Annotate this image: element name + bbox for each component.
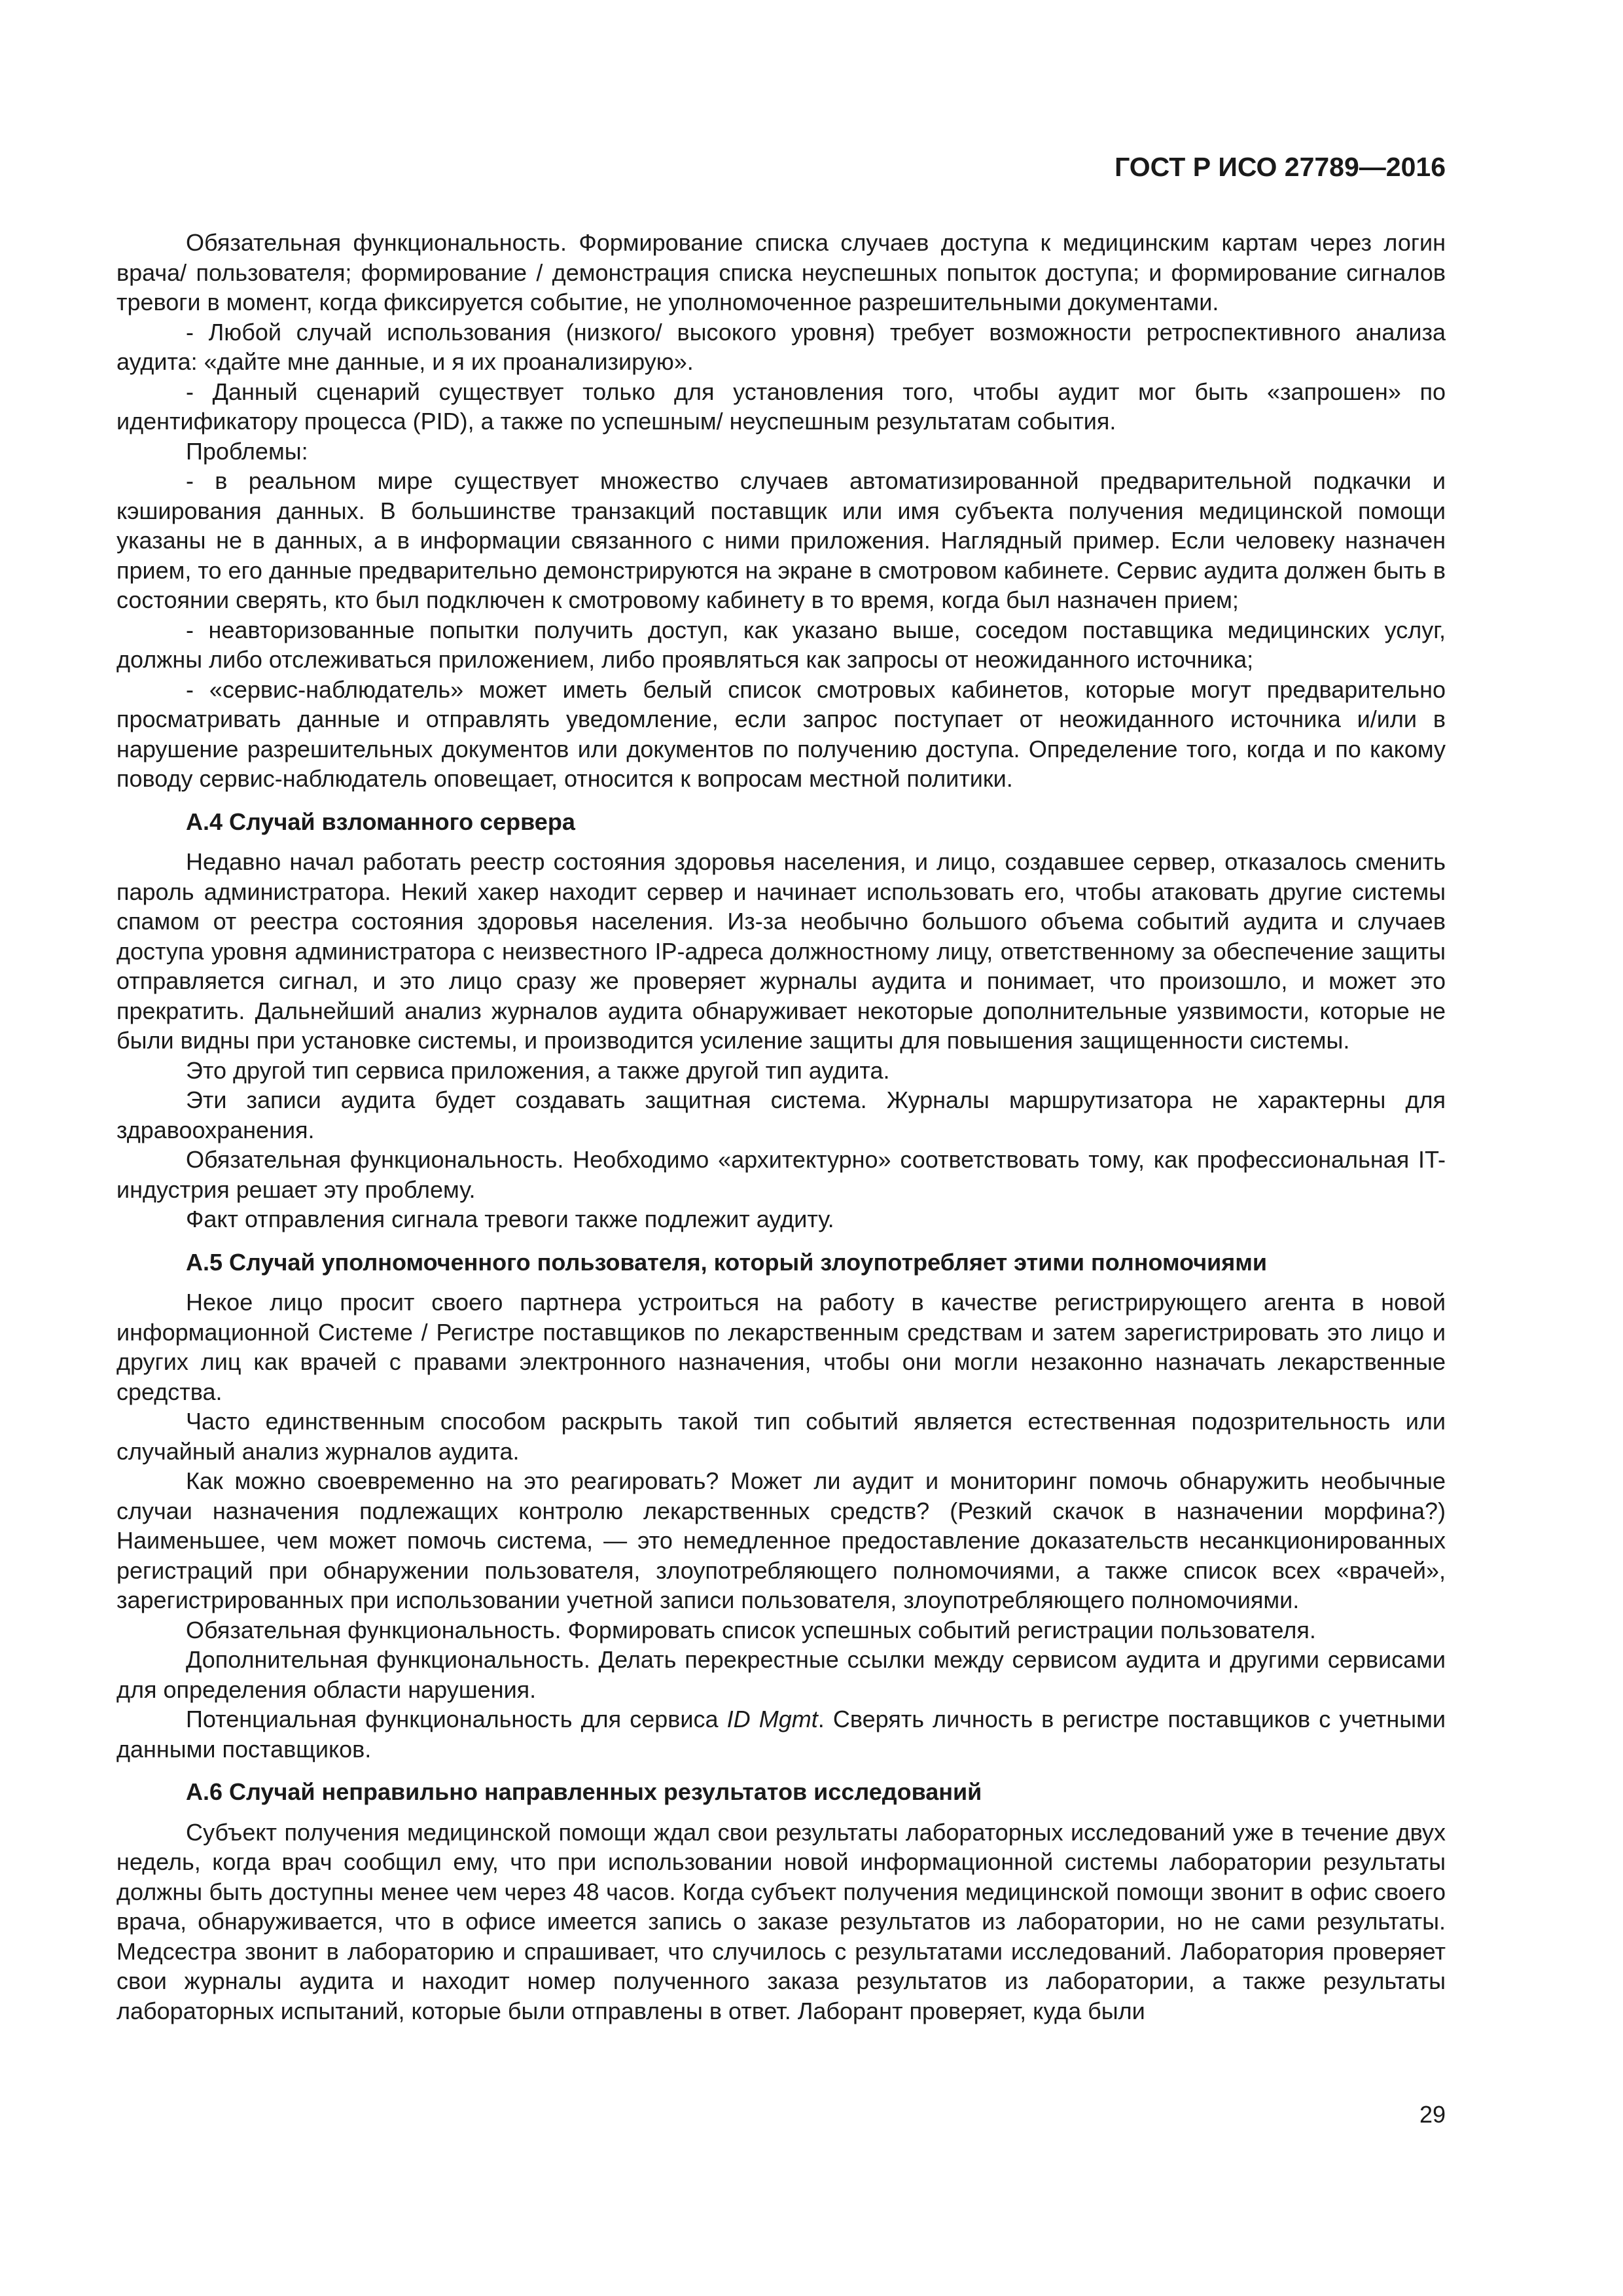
paragraph: - неавторизованные попытки получить доступ, как указано выше, соседом поставщика медицинских услуг, должны либо отслеживаться приложением, либо проявляться как запросы от неожиданного источника;: [116, 616, 1446, 673]
paragraph: - «сервис-наблюдатель» может иметь белый список смотровых кабинетов, которые могут предварительно просматривать данные и отправлять уведомление, если запрос поступает от неожиданного источника и/или в нарушение разрешительных документов или документов по получению доступа. Определение того, когда и по какому поводу сервис-наблюдатель оповещает, относится к вопросам местной политики.: [116, 675, 1446, 792]
paragraph: Обязательная функциональность. Необходимо «архитектурно» соответствовать тому, как профессиональная IT-индустрия решает эту проблему.: [116, 1146, 1446, 1203]
paragraph: - Данный сценарий существует только для установления того, чтобы аудит мог быть «запрошен» по идентификатору процесса (PID), а также по успешным/ неуспешным результатам события.: [116, 378, 1446, 435]
potential-prefix: Потенциальная функциональность для сервиса: [186, 1706, 727, 1732]
paragraph: - в реальном мире существует множество случаев автоматизированной предварительной подкачки и кэширования данных. В большинстве транзакций поставщик или имя субъекта получения медицинской помощи указаны не в данных, а в информации связанного с ними приложения. Наглядный пример. Если человеку назначен прием, то его данные предварительно демонстрируются на экране в смотровом кабинете. Сервис аудита должен быть в состоянии сверять, кто был подключен к смотровому кабинету в то время, когда был назначен прием;: [116, 467, 1446, 613]
section-heading-a5: А.5 Случай уполномоченного пользователя, который злоупотребляет этими полномочиями: [186, 1248, 1268, 1276]
standard-id: ГОСТ Р ИСО 27789—2016: [1115, 152, 1446, 182]
paragraph: Факт отправления сигнала тревоги также подлежит аудиту.: [186, 1206, 834, 1232]
document-header: [116, 152, 1446, 183]
paragraph-potential-functionality: [116, 1704, 1446, 1764]
potential-suffix: . Сверять личность в регистре поставщиков с учетными данными поставщиков.: [116, 1706, 1446, 1763]
section-heading-a4: А.4 Случай взломанного сервера: [186, 808, 575, 835]
paragraph: Обязательная функциональность. Формировать список успешных событий регистрации пользователя.: [186, 1616, 1316, 1643]
paragraph: Это другой тип сервиса приложения, а также другой тип аудита.: [186, 1056, 890, 1084]
paragraph: Эти записи аудита будет создавать защитная система. Журналы маршрутизатора не характерны для здравоохранения.: [116, 1086, 1446, 1143]
service-name: ID Mgmt: [726, 1706, 818, 1732]
paragraph: Дополнительная функциональность. Делать перекрестные ссылки между сервисом аудита и другими сервисами для определения области нарушения.: [116, 1646, 1446, 1703]
paragraph: Проблемы:: [186, 437, 308, 465]
paragraph: Обязательная функциональность. Формирование списка случаев доступа к медицинским картам через логин врача/ пользователя; формирование / демонстрация списка неуспешных попыток доступа; и формирование сигналов тревоги в момент, когда фиксируется событие, не уполномоченное разрешительными документами.: [116, 229, 1446, 315]
paragraph: Часто единственным способом раскрыть такой тип событий является естественная подозрительность или случайный анализ журналов аудита.: [116, 1408, 1446, 1465]
page-number: 29: [1419, 2101, 1446, 2128]
section-heading-a6: А.6 Случай неправильно направленных результатов исследований: [186, 1778, 982, 1805]
document-body: [116, 228, 1446, 2026]
paragraph: - Любой случай использования (низкого/ высокого уровня) требует возможности ретроспективного анализа аудита: «дайте мне данные, и я их проанализирую».: [116, 318, 1446, 375]
paragraph: Как можно своевременно на это реагировать? Может ли аудит и мониторинг помочь обнаружить необычные случаи назначения подлежащих контролю лекарственных средств? (Резкий скачок в назначении морфина?) Наименьшее, чем может помочь система, — это немедленное предоставление доказательств несанкционированных регистраций при обнаружении пользователя, злоупотребляющего полномочиями, а также список всех «врачей», зарегистрированных при использовании учетной записи пользователя, злоупотребляющего полномочиями.: [116, 1467, 1446, 1613]
paragraph: Субъект получения медицинской помощи ждал свои результаты лабораторных исследований уже в течение двух недель, когда врач сообщил ему, что при использовании новой информационной системы лаборатории результаты должны быть доступны менее чем через 48 часов. Когда субъект получения медицинской помощи звонит в офис своего врача, обнаруживается, что в офисе имеется запись о заказе результатов из лаборатории, но не сами результаты. Медсестра звонит в лабораторию и спрашивает, что случилось с результатами исследований. Лаборатория проверяет свои журналы аудита и находит номер полученного заказа результатов из лаборатории, а также результаты лабораторных испытаний, которые были отправлены в ответ. Лаборант проверяет, куда были: [116, 1818, 1446, 2024]
paragraph: Недавно начал работать реестр состояния здоровья населения, и лицо, создавшее сервер, отказалось сменить пароль администратора. Некий хакер находит сервер и начинает использовать его, чтобы атаковать другие системы спамом от реестра состояния здоровья населения. Из-за необычно большого объема событий аудита и случаев доступа уровня администратора с неизвестного IP-адреса должностному лицу, ответственному за обеспечение защиты отправляется сигнал, и это лицо сразу же проверяет журналы аудита и понимает, что произошло, и может это прекратить. Дальнейший анализ журналов аудита обнаруживает некоторые дополнительные уязвимости, которые не были видны при установке системы, и производится усиление защиты для повышения защищенности системы.: [116, 848, 1446, 1054]
paragraph: Некое лицо просит своего партнера устроиться на работу в качестве регистрирующего агента в новой информационной Системе / Регистре поставщиков по лекарственным средствам и затем зарегистрировать это лицо и других лиц как врачей с правами электронного назначения, чтобы они могли незаконно назначать лекарственные средства.: [116, 1289, 1446, 1405]
